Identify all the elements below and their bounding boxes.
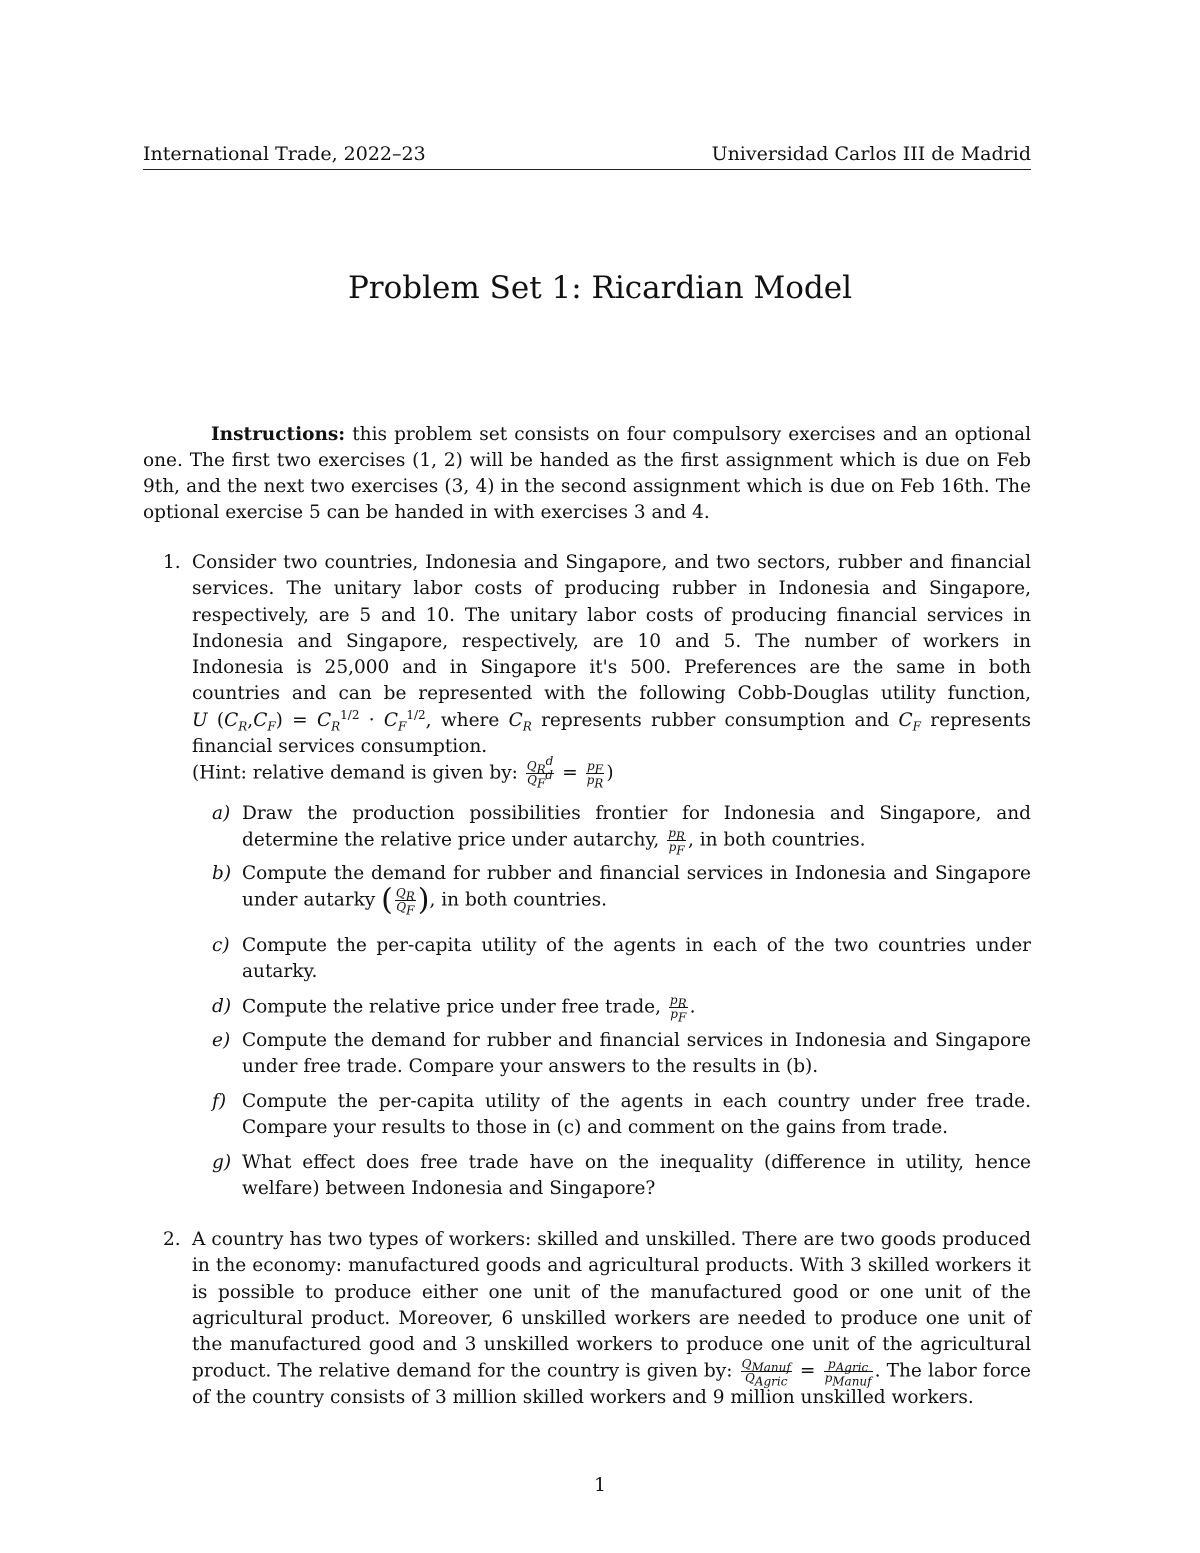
part-d-after: .	[689, 996, 696, 1018]
part-g-label: g)	[212, 1152, 232, 1173]
part-g-text: What effect does free trade have on the inequality (difference in utility, hence welfare) between Indonesia and Singapore?	[242, 1152, 1031, 1200]
part-f-label: f)	[212, 1091, 227, 1112]
part-b-label: b)	[212, 863, 232, 884]
rubber-text: represents rubber consumption and	[541, 709, 890, 731]
exercise-2-after: . The labor force of the country consists of 3 million skilled workers and 9 million unskilled workers.	[192, 1360, 1031, 1409]
part-b-after: , in both countries.	[429, 889, 608, 911]
price-fraction-free: $\frac{p_R}{p_F}$	[669, 993, 687, 1025]
part-b-body: Compute the demand for rubber and financial services in Indonesia and Singapore under autarky	[242, 863, 1031, 911]
financial-text: represents financial services consumption.	[192, 709, 1031, 758]
instructions-label: Instructions:	[211, 424, 346, 445]
university-name: Universidad Carlos III de Madrid	[711, 143, 1031, 165]
part-e-label: e)	[212, 1030, 231, 1051]
part-d-label: d)	[212, 996, 232, 1017]
part-c-text: Compute the per-capita utility of the agents in each of the two countries under autarky.	[242, 935, 1031, 983]
exercise-1-body: Consider two countries, Indonesia and Singapore, and two sectors, rubber and financial services. The unitary labor costs of producing rubber in Indonesia and Singapore, respectively, are 5 and 10. The unitary labor costs of producing financial services in Indonesia and Singapore, respectively, are 10 and 5. The number of workers in Indonesia is 25,000 and in Singapore it's 500. Preferences are the same in both countries and can be represented with the following Cobb-Douglas utility function,	[192, 552, 1031, 705]
part-a-after: , in both countries.	[687, 829, 866, 851]
exercise-2-body: A country has two types of workers: skilled and unskilled. There are two goods produced in the economy: manufactured goods and agricultural products. With 3 skilled workers it is possible to produce either one unit of the manufactured good or one unit of the agricultural product. Moreover, 6 unskilled workers are needed to produce one unit of the manufactured good and 3 unskilled workers to produce one unit of the agricultural product. The relative demand for the country is given by:	[192, 1229, 1031, 1382]
demand-fraction-right: $\frac{p_{Agric}}{p_{Manuf}}$	[824, 1357, 872, 1389]
exercise-1-number: 1.	[163, 552, 181, 573]
part-a-text	[242, 801, 1031, 858]
page-number: 1	[594, 1475, 606, 1496]
hint-fraction-left: $\frac{Q_R^d}{Q_F^d}$	[526, 754, 554, 791]
exercise-1-text: Consider two countries, Indonesia and Singapore, and two sectors, rubber and financial services. The unitary labor costs of producing rubber in Indonesia and Singapore, respectively, are 5 and 10. The unitary labor costs of producing financial services in Indonesia and Singapore, respectively, are 10 and 5. The number of workers in Indonesia is 25,000 and in Singapore it's 500. Preferences are the same in both countries and can be represented with the following Cobb-Douglas utility function, U $(C_R,C_F) = C_R^{1/2} \cdot C_F^{1/2}$, where $C_R$ represents rubber consumption and $C_F$ represents financial services consumption. (Hint: relative demand is given by: $\frac{Q_R^d}{Q_F^d}$ = $\frac{p_F}{p_R}$ )	[192, 552, 1031, 791]
course-name: International Trade, 2022–23	[143, 143, 426, 165]
instructions-paragraph	[143, 422, 1031, 526]
part-e-text: Compute the demand for rubber and financial services in Indonesia and Singapore under free trade. Compare your answers to the results in (b).	[242, 1030, 1031, 1078]
hint-prefix: (Hint: relative demand is given by:	[192, 762, 518, 784]
part-c-label: c)	[212, 935, 230, 956]
part-d-body: Compute the relative price under free trade,	[242, 996, 661, 1018]
part-b-text: Compute the demand for rubber and financial services in Indonesia and Singapore under autarky ( $\frac{Q_R}{Q_F}$ ), in both countries.	[242, 863, 1031, 918]
exercise-2-number: 2.	[163, 1229, 181, 1250]
hint-fraction-right: $\frac{p_F}{p_R}$	[586, 759, 604, 791]
part-a-body: Draw the production possibilities frontier for Indonesia and Singapore, and determine the relative price under autarchy,	[242, 803, 1031, 851]
utility-formula: U	[192, 709, 208, 731]
instructions-text: this problem set consists on four compulsory exercises and an optional one. The first two exercises (1, 2) will be handed as the first assignment which is due on Feb 9th, and the next two exercises (3, 4) in the second assignment which is due on Feb 16th. The optional exercise 5 can be handed in with exercises 3 and 4.	[143, 424, 1031, 523]
part-d-text	[242, 993, 1031, 1025]
exercise-2-text: A country has two types of workers: skilled and unskilled. There are two goods produced in the economy: manufactured goods and agricultural products. With 3 skilled workers it is possible to produce either one unit of the manufactured good or one unit of the agricultural product. Moreover, 6 unskilled workers are needed to produce one unit of the manufactured good and 3 unskilled workers to produce one unit of the agricultural product. The relative demand for the country is given by: $\frac{Q_{Manuf}}{Q_{Agric}}$ = $\frac{p_{Agric}}{p_{Manuf}}$ . The labor force of the country consists of 3 million skilled workers and 9 million unskilled workers.	[192, 1229, 1031, 1409]
price-fraction: $\frac{p_R}{p_F}$	[668, 826, 685, 858]
part-a-label: a)	[212, 803, 231, 824]
hint-suffix: )	[606, 762, 614, 784]
running-header	[143, 143, 1031, 170]
part-f-text: Compute the per-capita utility of the agents in each country under free trade. Compare your results to those in (c) and comment on the gains from trade.	[242, 1091, 1031, 1139]
where-text: , where	[425, 709, 500, 731]
quantity-fraction: $\frac{Q_R}{Q_F}$	[395, 886, 415, 918]
document-title: Problem Set 1: Ricardian Model	[347, 270, 853, 306]
demand-fraction-left: $\frac{Q_{Manuf}}{Q_{Agric}}$	[741, 1357, 791, 1389]
